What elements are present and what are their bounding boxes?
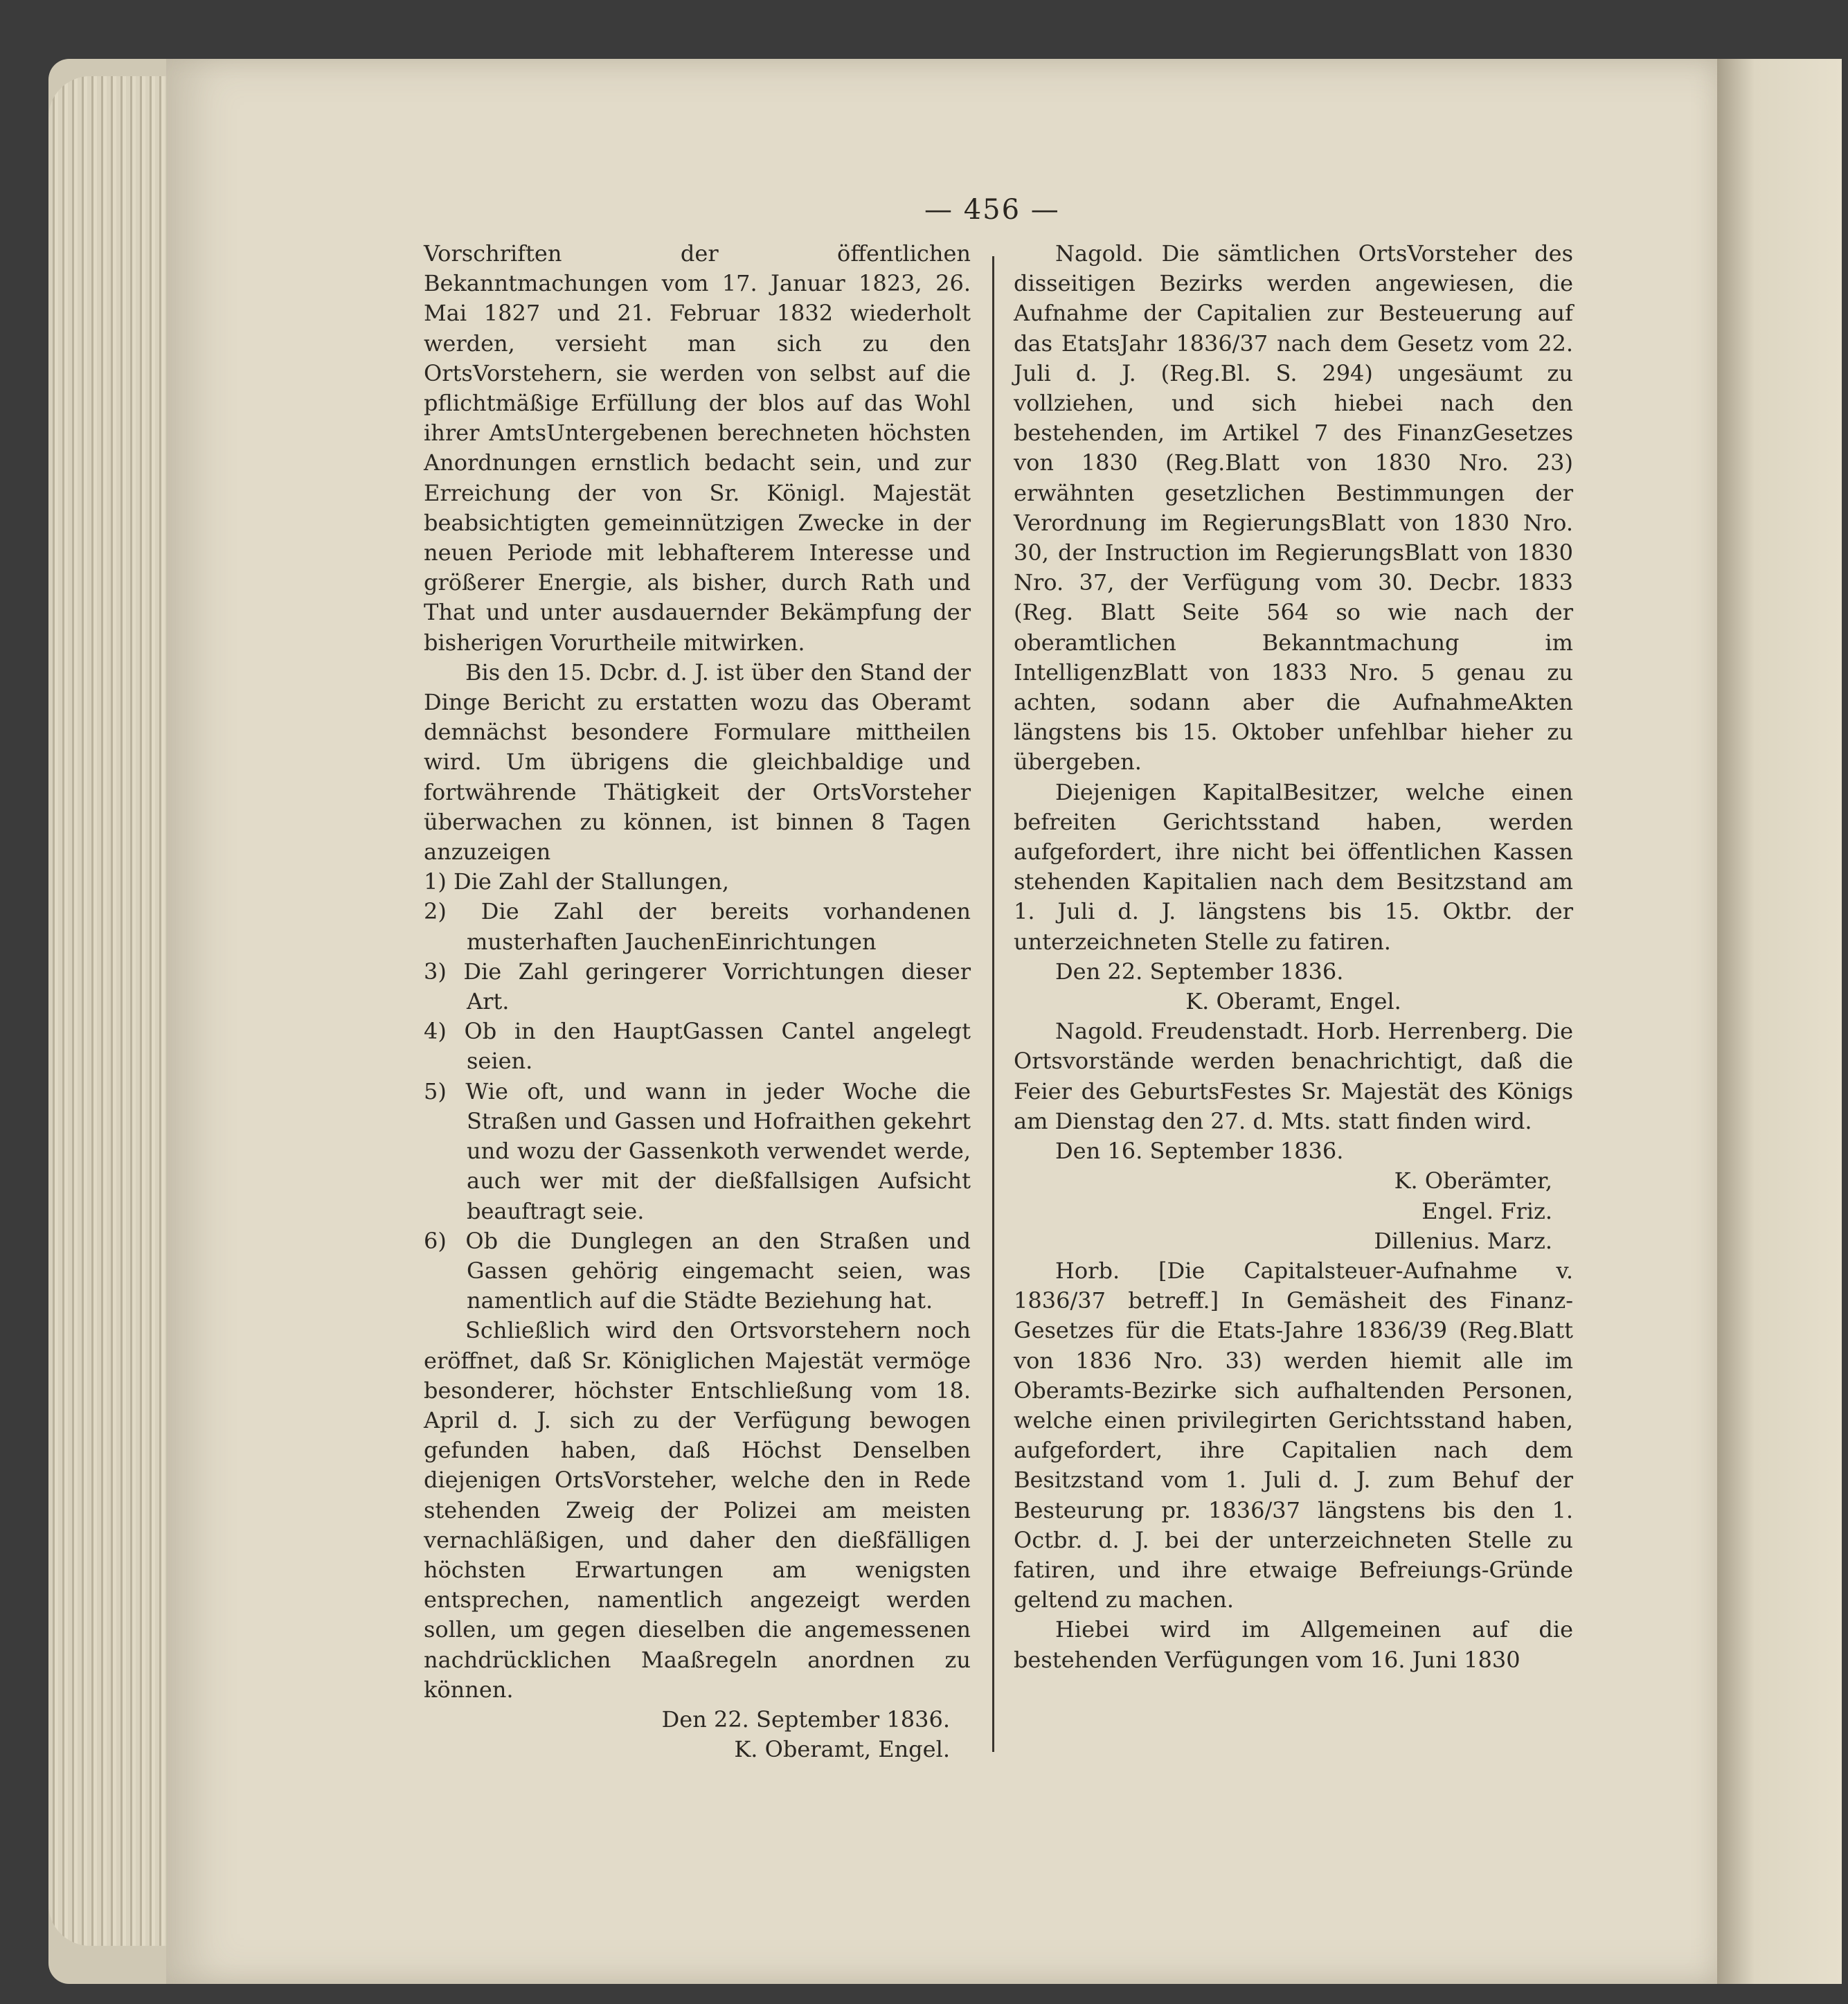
- paragraph: Vorschriften der öffentlichen Bekanntmachungen vom 17. Januar 1823, 26. Mai 1827 und 21. Februar 1832 wiederholt werden, versieht man sich zu den OrtsVorstehern, sie werden von selbst auf die pflichtmäßige Erfüllung der blos auf das Wohl ihrer AmtsUntergebenen berechneten höchsten Anordnungen ernstlich bedacht sein, und zur Erreichung der von Sr. Königl. Majestät beabsichtigten gemeinnützigen Zwecke in der neuen Periode mit lebhafterem Interesse und größerer Energie, als bisher, durch Rath und That und unter ausdauernder Bekämpfung der bisherigen Vorurtheile mitwirken.: [424, 240, 971, 656]
- page-edges: [48, 76, 166, 1946]
- list-item: 5) Wie oft, und wann in jeder Woche die Straßen und Gassen und Hofraithen gekehrt und wozu der Gassenkoth verwendet werde, auch wer mit der dießfallsigen Aufsicht beauftragt seie.: [424, 1077, 971, 1224]
- signature: Dillenius. Marz.: [1374, 1227, 1552, 1254]
- date-line: Den 22. September 1836.: [661, 1706, 950, 1733]
- list-item: 1) Die Zahl der Stallungen,: [424, 868, 729, 895]
- paragraph: Nagold. Die sämtlichen OrtsVorsteher des disseitigen Bezirks werden angewiesen, die Aufnahme der Capitalien zur Besteuerung auf das EtatsJahr 1836/37 nach dem Gesetz vom 22. Juli d. J. (Reg.Bl. S. 294) ungesäumt zu vollziehen, und sich hiebei nach den bestehenden, im Artikel 7 des FinanzGesetzes von 1830 (Reg.Blatt von 1830 Nro. 23) erwähnten gesetzlichen Bestimmungen der Verordnung im RegierungsBlatt von 1830 Nro. 30, der Instruction im RegierungsBlatt von 1830 Nro. 37, der Verfügung vom 30. Decbr. 1833 (Reg. Blatt Seite 564 so wie nach der oberamtlichen Bekanntmachung im IntelligenzBlatt von 1833 Nro. 5 genau zu achten, sodann aber die AufnahmeAkten längstens bis 15. Oktober unfehlbar hieher zu übergeben.: [1014, 240, 1573, 776]
- signature: Engel. Friz.: [1421, 1197, 1552, 1224]
- page-number: — 456 —: [924, 194, 1060, 226]
- column-rule: [992, 256, 994, 1752]
- list-item: 4) Ob in den HauptGassen Cantel angelegt seien.: [424, 1018, 971, 1075]
- date-line: Den 16. September 1836.: [1055, 1138, 1344, 1165]
- facing-page-edge: [1717, 59, 1842, 1984]
- list-item: 2) Die Zahl der bereits vorhandenen musterhaften JauchenEinrichtungen: [424, 898, 971, 955]
- paragraph: Diejenigen KapitalBesitzer, welche einen befreiten Gerichtsstand haben, werden aufgefordert, ihre nicht bei öffentlichen Kassen stehenden Kapitalien nach dem Besitzstand am 1. Juli d. J. längstens bis 15. Oktbr. der unterzeichneten Stelle zu fatiren.: [1014, 778, 1573, 955]
- left-column: [424, 239, 971, 1764]
- paragraph: Hiebei wird im Allgemeinen auf die bestehenden Verfügungen vom 16. Juni 1830: [1014, 1616, 1573, 1673]
- date-line: Den 22. September 1836.: [1055, 958, 1344, 985]
- list-item: 6) Ob die Dunglegen an den Straßen und Gassen gehörig eingemacht seien, was namentlich auf die Städte Beziehung hat.: [424, 1227, 971, 1314]
- signature: K. Oberamt, Engel.: [734, 1736, 950, 1763]
- paragraph: Nagold. Freudenstadt. Horb. Herrenberg. Die Ortsvorstände werden benachrichtigt, daß die Feier des GeburtsFestes Sr. Majestät des Königs am Dienstag den 27. d. Mts. statt finden wird.: [1014, 1018, 1573, 1134]
- signature: K. Oberämter,: [1394, 1167, 1552, 1195]
- signature: K. Oberamt, Engel.: [1185, 988, 1401, 1015]
- paragraph: Schließlich wird den Ortsvorstehern noch eröffnet, daß Sr. Königlichen Majestät vermöge besonderer, höchster Entschließung vom 18. April d. J. sich zu der Verfügung bewogen gefunden haben, daß Höchst Denselben diejenigen OrtsVorsteher, welche den in Rede stehenden Zweig der Polizei am meisten vernachläßigen, und daher den dießfälligen höchsten Erwartungen am wenigsten entsprechen, namentlich angezeigt werden sollen, um gegen dieselben die angemessenen nachdrücklichen Maaßregeln anordnen zu können.: [424, 1317, 971, 1703]
- paragraph: Horb. [Die Capitalsteuer-Aufnahme v. 1836/37 betreff.] In Gemäsheit des Finanz-Gesetzes für die Etats-Jahre 1836/39 (Reg.Blatt von 1836 Nro. 33) werden hiemit alle im Oberamts-Bezirke sich aufhaltenden Personen, welche einen privilegirten Gerichtsstand haben, aufgefordert, ihre Capitalien nach dem Besitzstand vom 1. Juli d. J. zum Behuf der Besteurung pr. 1836/37 längstens bis den 1. Octbr. d. J. bei der unterzeichneten Stelle zu fatiren, und ihre etwaige Befreiungs-Gründe geltend zu machen.: [1014, 1257, 1573, 1613]
- right-column: [1014, 239, 1573, 1675]
- paragraph: Bis den 15. Dcbr. d. J. ist über den Stand der Dinge Bericht zu erstatten wozu das Oberamt demnächst besondere Formulare mittheilen wird. Um übrigens die gleichbaldige und fortwährende Thätigkeit der OrtsVorsteher überwachen zu können, ist binnen 8 Tagen anzuzeigen: [424, 659, 971, 866]
- list-item: 3) Die Zahl geringerer Vorrichtungen dieser Art.: [424, 958, 971, 1015]
